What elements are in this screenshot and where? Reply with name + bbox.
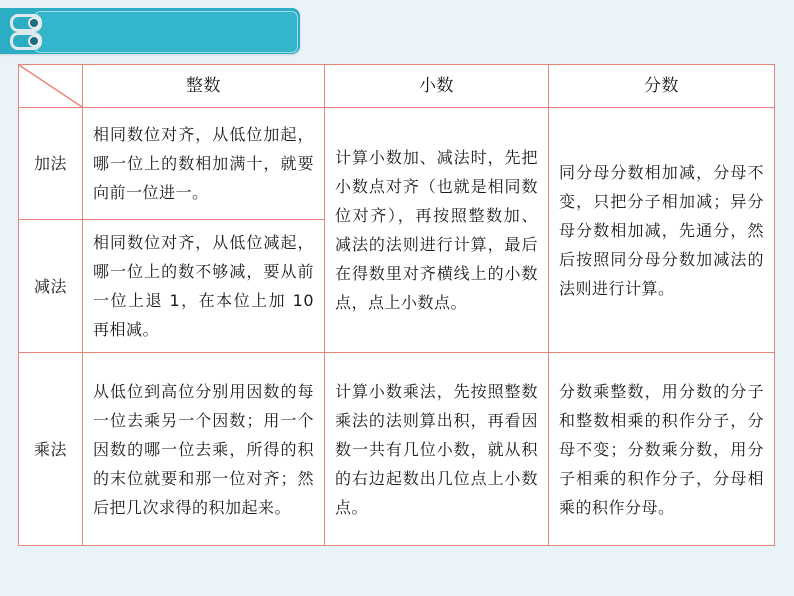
diagonal-line bbox=[19, 65, 82, 107]
banner-panel bbox=[34, 11, 298, 53]
row-label-subtraction: 减法 bbox=[19, 220, 83, 353]
cell-integer-addition: 相同数位对齐，从低位加起，哪一位上的数相加满十，就要向前一位进一。 bbox=[83, 108, 325, 220]
row-label-addition: 加法 bbox=[19, 108, 83, 220]
table-row-addition bbox=[19, 108, 775, 220]
header-fraction: 分数 bbox=[549, 65, 775, 108]
table-header-row bbox=[19, 65, 775, 108]
comparison-table-container bbox=[18, 64, 774, 546]
cell-decimal-multiplication: 计算小数乘法，先按照整数乘法的法则算出积，再看因数一共有几位小数，就从积的右边起数出几位点上小数点。 bbox=[325, 353, 549, 546]
title-banner bbox=[0, 8, 300, 54]
cell-decimal-addsub: 计算小数加、减法时，先把小数点对齐（也就是相同数位对齐），再按照整数加、减法的法则进行计算，最后在得数里对齐横线上的小数点，点上小数点。 bbox=[325, 108, 549, 353]
table-row-multiplication bbox=[19, 353, 775, 546]
arithmetic-rules-table bbox=[18, 64, 775, 546]
ring-hole-icon bbox=[28, 35, 40, 47]
header-integer: 整数 bbox=[83, 65, 325, 108]
cell-fraction-multiplication: 分数乘整数，用分数的分子和整数相乘的积作分子，分母不变；分数乘分数，用分子相乘的积作分子，分母相乘的积作分母。 bbox=[549, 353, 775, 546]
cell-integer-multiplication: 从低位到高位分别用因数的每一位去乘另一个因数；用一个因数的哪一位去乘，所得的积的末位就要和那一位对齐；然后把几次求得的积加起来。 bbox=[83, 353, 325, 546]
cell-integer-subtraction: 相同数位对齐，从低位减起，哪一位上的数不够减，要从前一位上退 1，在本位上加 10 再相减。 bbox=[83, 220, 325, 353]
row-label-multiplication: 乘法 bbox=[19, 353, 83, 546]
cell-fraction-addsub: 同分母分数相加减，分母不变，只把分子相加减；异分母分数相加减，先通分，然后按照同分母分数加减法的法则进行计算。 bbox=[549, 108, 775, 353]
ring-hole-icon bbox=[28, 17, 40, 29]
header-decimal: 小数 bbox=[325, 65, 549, 108]
diagonal-corner-cell bbox=[19, 65, 83, 108]
